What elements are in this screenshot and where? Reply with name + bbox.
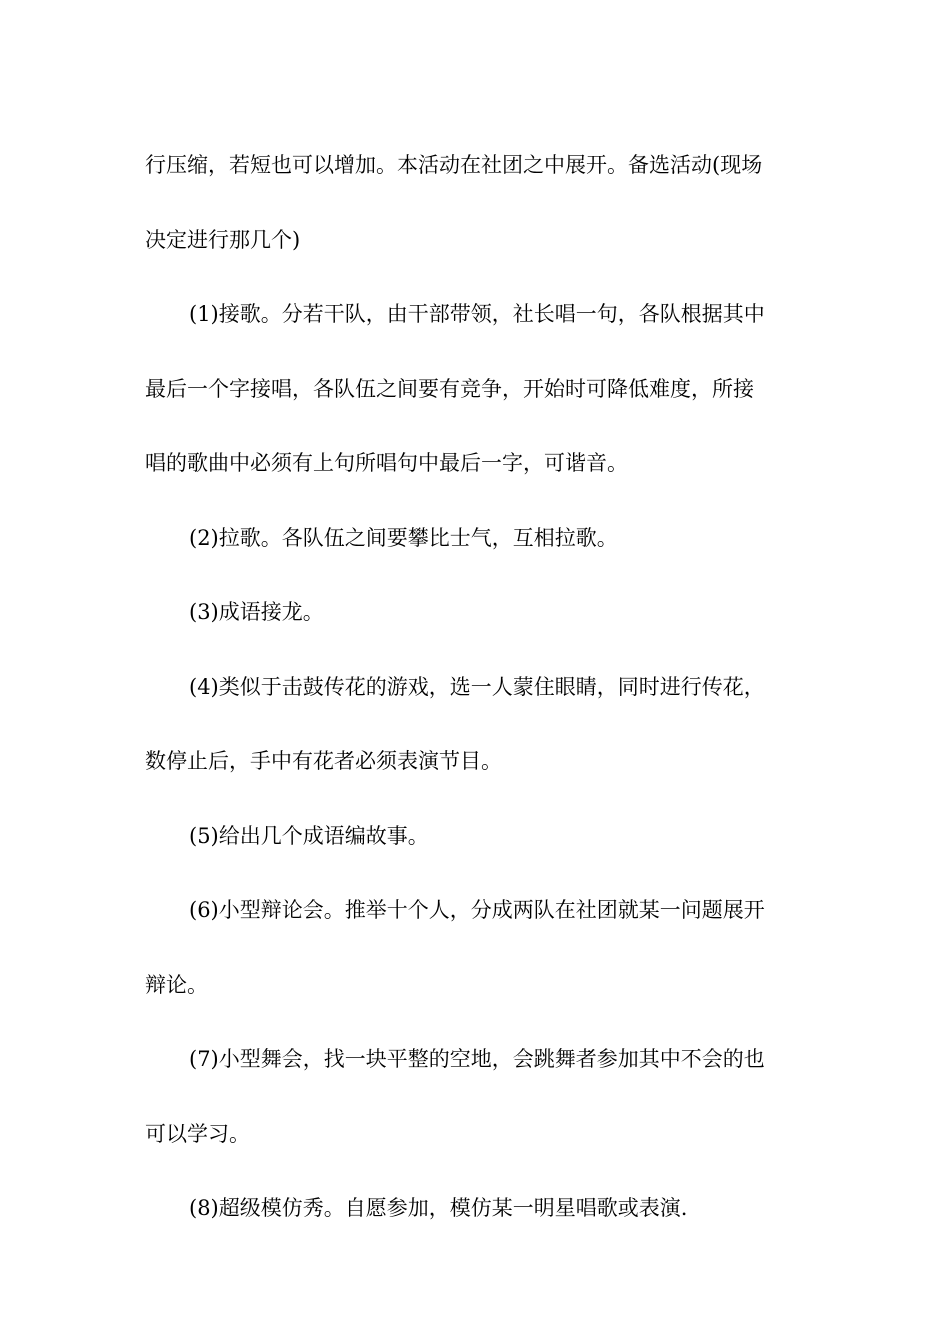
text-line: 决定进行那几个) <box>145 227 301 252</box>
text-line: 数停止后，手中有花者必须表演节目。 <box>145 749 502 773</box>
text-line: 行压缩，若短也可以增加。本活动在社团之中展开。备选活动(现场 <box>145 153 763 177</box>
text-line: 辩论。 <box>145 972 208 997</box>
list-item-1-line: (1)接歌。分若干队，由干部带领，社长唱一句，各队根据其中 <box>189 302 765 326</box>
list-item-7-line: (7)小型舞会，找一块平整的空地，会跳舞者参加其中不会的也 <box>189 1047 765 1071</box>
list-item-5-line: (5)给出几个成语编故事。 <box>189 823 429 848</box>
list-item-8-line: (8)超级模仿秀。自愿参加，模仿某一明星唱歌或表演. <box>189 1196 688 1220</box>
list-item-3-line: (3)成语接龙。 <box>189 600 324 624</box>
text-line: 唱的歌曲中必须有上句所唱句中最后一字，可谐音。 <box>145 451 628 475</box>
list-item-2-line: (2)拉歌。各队伍之间要攀比士气，互相拉歌。 <box>189 525 618 550</box>
list-item-4-line: (4)类似于击鼓传花的游戏，选一人蒙住眼睛，同时进行传花， <box>189 674 765 699</box>
document-body <box>145 128 810 1246</box>
text-line: 可以学习。 <box>145 1121 250 1146</box>
list-item-6-line: (6)小型辩论会。推举十个人，分成两队在社团就某一问题展开 <box>189 898 765 922</box>
text-line: 最后一个字接唱，各队伍之间要有竞争，开始时可降低难度，所接 <box>145 376 754 401</box>
